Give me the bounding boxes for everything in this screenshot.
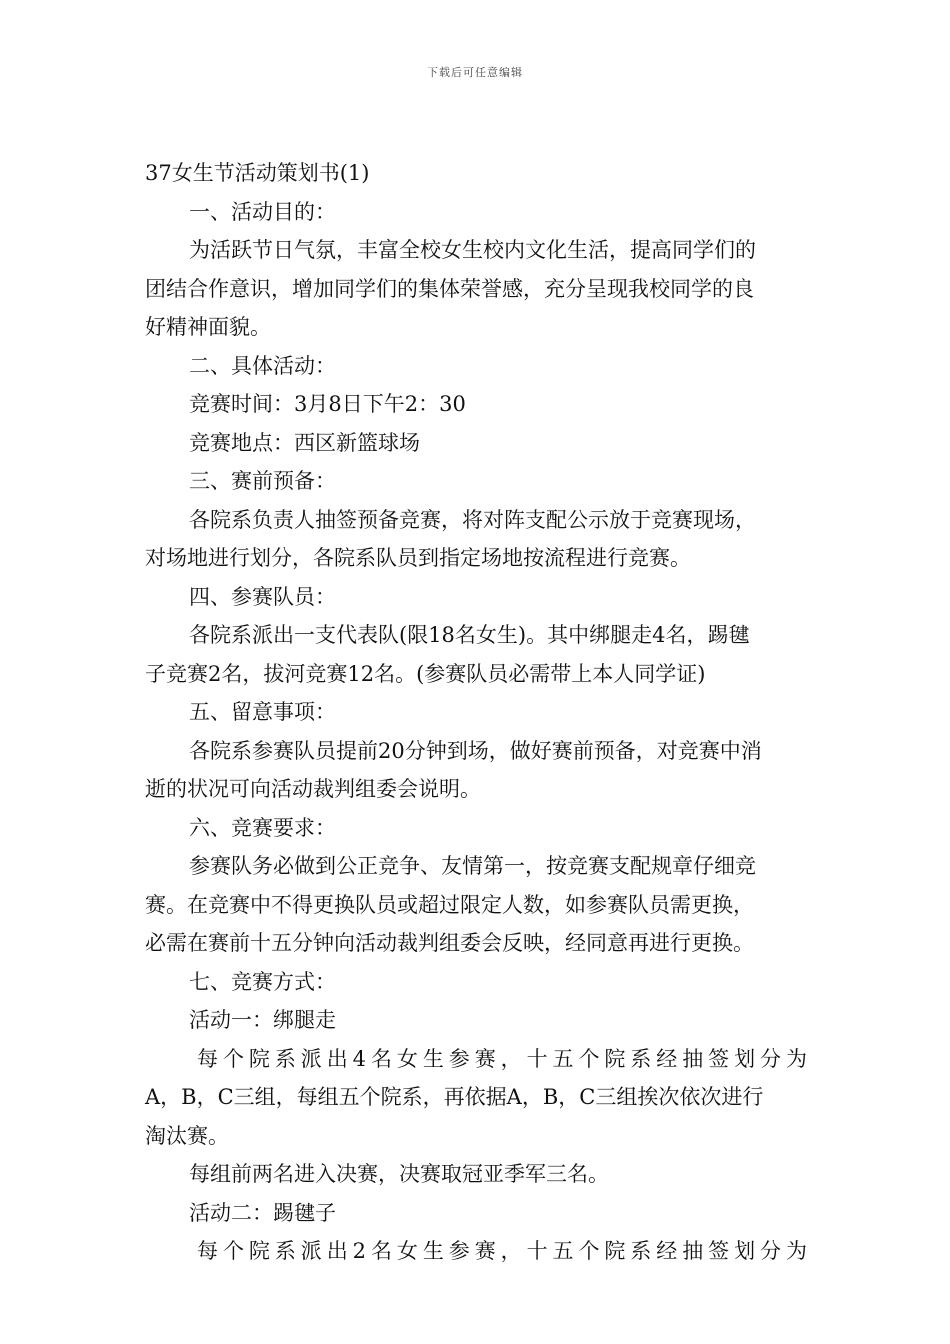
glyph: 个 xyxy=(578,1046,600,1071)
glyph: 经 xyxy=(656,1239,678,1263)
glyph: ， xyxy=(500,1046,522,1071)
glyph: 女 xyxy=(396,1239,418,1263)
glyph: ， xyxy=(500,1239,522,1263)
glyph: 系 xyxy=(274,1046,296,1071)
paragraph-line: 竞赛地点：西区新篮球场 xyxy=(189,430,420,455)
document-title: 37女生节活动策划书(1) xyxy=(145,161,370,185)
document-body xyxy=(145,154,807,1271)
section-heading-preparation: 三、赛前预备： xyxy=(189,469,336,493)
paragraph-line: 淘汰赛。 xyxy=(145,1123,229,1148)
subheading-activity-one: 活动一：绑腿走 xyxy=(189,1008,336,1032)
glyph: 2 xyxy=(352,1239,366,1263)
paragraph-line: 赛。在竞赛中不得更换队员或超过限定人数，如参赛队员需更换， xyxy=(145,892,754,917)
paragraph-line: 每组前两名进入决赛，决赛取冠亚季军三名。 xyxy=(189,1162,609,1186)
paragraph-line: 竞赛时间：3月8日下午2：30 xyxy=(189,392,466,416)
paragraph-line: 为活跃节日气氛，丰富全校女生校内文化生活，提高同学们的 xyxy=(189,238,756,262)
glyph: 划 xyxy=(734,1239,756,1263)
glyph: 签 xyxy=(708,1239,730,1263)
glyph: 每 xyxy=(197,1046,218,1071)
paragraph-line: 必需在赛前十五分钟向活动裁判组委会反映，经同意再进行更换。 xyxy=(145,931,754,955)
glyph: 划 xyxy=(734,1046,756,1071)
page-header: 下载后可任意编辑 xyxy=(427,66,523,79)
glyph: 院 xyxy=(248,1239,270,1263)
section-heading-format: 七、竞赛方式： xyxy=(189,969,336,994)
glyph: 分 xyxy=(760,1239,781,1263)
glyph: 女 xyxy=(396,1046,418,1071)
glyph: 派 xyxy=(300,1239,322,1263)
glyph: 系 xyxy=(630,1046,652,1071)
glyph: 生 xyxy=(422,1239,444,1263)
glyph: 派 xyxy=(300,1046,322,1071)
glyph: 经 xyxy=(656,1046,678,1071)
paragraph-line: 各院系负责人抽签预备竞赛，将对阵支配公示放于竞赛现场， xyxy=(189,507,756,532)
paragraph-line: 各院系参赛队员提前20分钟到场，做好赛前预备，对竞赛中消 xyxy=(189,738,762,763)
glyph: 出 xyxy=(326,1239,348,1263)
glyph: 分 xyxy=(760,1046,781,1071)
section-heading-requirements: 六、竞赛要求： xyxy=(189,815,336,840)
section-heading-purpose: 一、活动目的： xyxy=(189,199,336,224)
glyph: 4 xyxy=(352,1046,366,1071)
glyph: 赛 xyxy=(474,1239,496,1263)
glyph: 五 xyxy=(552,1046,574,1071)
glyph: 名 xyxy=(370,1239,392,1263)
glyph: 院 xyxy=(604,1239,626,1263)
glyph: 参 xyxy=(448,1239,470,1263)
glyph: 个 xyxy=(222,1239,244,1263)
paragraph-line: 好精神面貌。 xyxy=(145,315,271,339)
glyph: 院 xyxy=(604,1046,626,1071)
section-heading-activities: 二、具体活动： xyxy=(189,353,336,378)
glyph: 个 xyxy=(222,1046,244,1071)
glyph: 参 xyxy=(448,1046,470,1071)
paragraph-line-spread xyxy=(145,1040,807,1079)
paragraph-line: 逝的状况可向活动裁判组委会说明。 xyxy=(145,777,481,801)
glyph: 生 xyxy=(422,1046,444,1071)
glyph: 抽 xyxy=(682,1239,704,1263)
glyph: 系 xyxy=(630,1239,652,1263)
paragraph-line: 参赛队务必做到公正竞争、友情第一，按竞赛支配规章仔细竞 xyxy=(189,854,756,878)
glyph: 签 xyxy=(708,1046,730,1071)
paragraph-line: 团结合作意识，增加同学们的集体荣誉感，充分呈现我校同学的良 xyxy=(145,276,754,301)
glyph: 名 xyxy=(370,1046,392,1071)
glyph: 为 xyxy=(785,1046,807,1071)
glyph: 十 xyxy=(526,1239,548,1263)
glyph: 十 xyxy=(526,1046,548,1071)
paragraph-line: A，B，C三组，每组五个院系，再依据A，B，C三组挨次依次进行 xyxy=(145,1085,764,1109)
paragraph-line: 子竞赛2名，拔河竞赛12名。(参赛队员必需带上本人同学证) xyxy=(145,661,706,686)
glyph: 赛 xyxy=(474,1046,496,1071)
glyph: 系 xyxy=(274,1239,296,1263)
subheading-activity-two: 活动二：踢毽子 xyxy=(189,1200,336,1225)
glyph: 每 xyxy=(197,1239,218,1263)
glyph: 为 xyxy=(785,1239,807,1263)
glyph: 院 xyxy=(248,1046,270,1071)
glyph: 出 xyxy=(326,1046,348,1071)
glyph: 五 xyxy=(552,1239,574,1263)
glyph: 抽 xyxy=(682,1046,704,1071)
paragraph-line: 对场地进行划分，各院系队员到指定场地按流程进行竞赛。 xyxy=(145,546,691,570)
paragraph-line: 各院系派出一支代表队(限18名女生)。其中绑腿走4名，踢毽 xyxy=(189,623,750,647)
glyph: 个 xyxy=(578,1239,600,1263)
section-heading-participants: 四、参赛队员： xyxy=(189,584,336,609)
section-heading-notes: 五、留意事项： xyxy=(189,700,336,724)
paragraph-line-spread xyxy=(145,1232,807,1271)
